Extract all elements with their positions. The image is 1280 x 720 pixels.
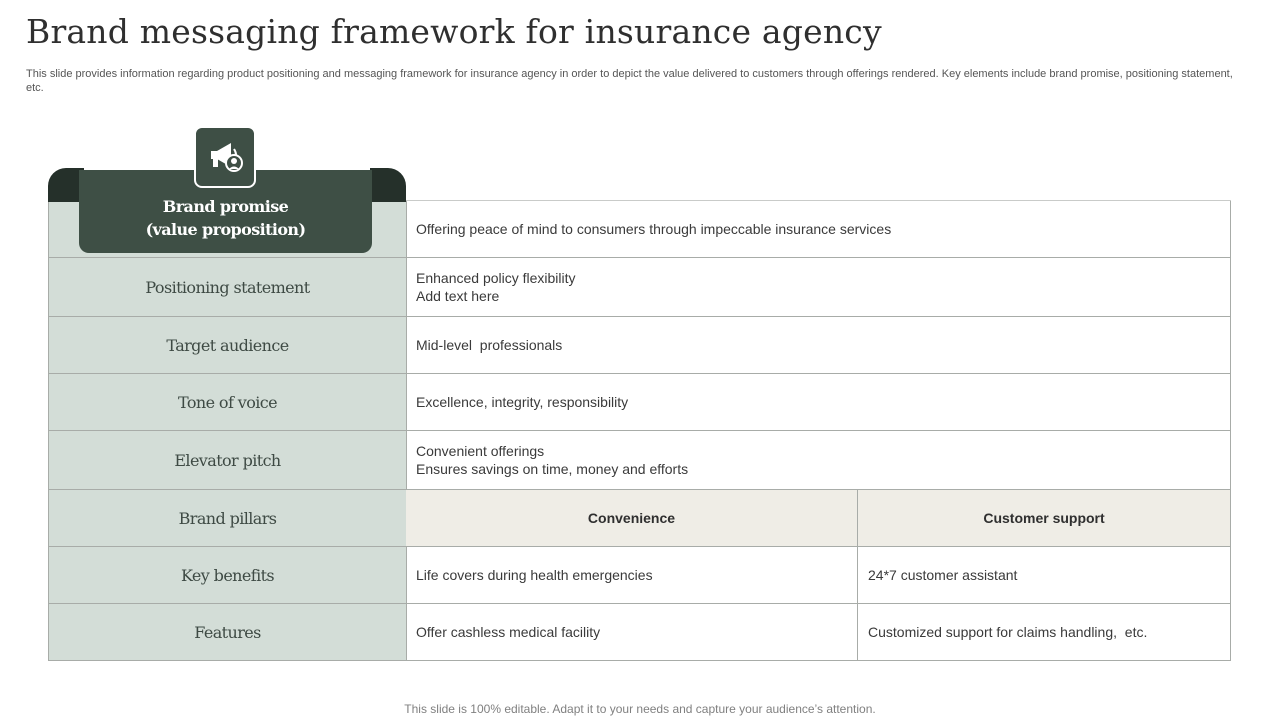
audience-text: Mid-level professionals [416, 337, 563, 353]
row-value-brand-promise [406, 201, 1231, 257]
positioning-line-1: Enhanced policy flexibility [416, 270, 576, 286]
row-label-benefits: Key benefits [48, 547, 407, 603]
row-value-tone [406, 374, 1231, 430]
feature-convenience: Offer cashless medical facility [406, 604, 858, 660]
benefit-support: 24*7 customer assistant [858, 547, 1231, 603]
row-features [48, 604, 1231, 661]
row-pitch [48, 431, 1231, 490]
feature-support: Customized support for claims handling, etc. [858, 604, 1231, 660]
brand-promise-text: Offering peace of mind to consumers through impeccable insurance services [416, 221, 892, 237]
row-pillars [48, 490, 1231, 547]
pitch-line-1: Convenient offerings [416, 443, 545, 459]
slide-subtitle: This slide provides information regarding product positioning and messaging framework for insurance agency in order to depict the value delivered to customers through offerings rendered. Key elements include brand promise, positioning statement, etc. [26, 68, 1233, 94]
pitch-line-2: Ensures savings on time, money and efforts [416, 461, 689, 477]
banner-line-2: (value proposition) [145, 219, 306, 239]
banner-line-1: Brand promise [162, 196, 289, 216]
row-tone [48, 374, 1231, 431]
pillar-customer-support: Customer support [858, 490, 1231, 546]
row-label-pitch: Elevator pitch [48, 431, 407, 489]
row-audience [48, 317, 1231, 374]
tone-text: Excellence, integrity, responsibility [416, 394, 629, 410]
framework-table [48, 200, 1231, 660]
row-value-audience [406, 317, 1231, 373]
megaphone-badge-icon [194, 126, 256, 188]
benefit-convenience: Life covers during health emergencies [406, 547, 858, 603]
row-benefits [48, 547, 1231, 604]
row-label-pillars: Brand pillars [48, 490, 407, 546]
row-value-positioning [406, 258, 1231, 316]
row-label-features: Features [48, 604, 407, 660]
row-positioning [48, 258, 1231, 317]
slide-footer: This slide is 100% editable. Adapt it to your needs and capture your audience’s attention. [404, 702, 876, 716]
row-label-tone: Tone of voice [48, 374, 407, 430]
slide-title: Brand messaging framework for insurance agency [26, 12, 882, 51]
row-label-audience: Target audience [48, 317, 407, 373]
banner-right-roll [370, 168, 406, 202]
row-value-pitch [406, 431, 1231, 489]
positioning-line-2: Add text here [416, 288, 500, 304]
pillar-convenience: Convenience [406, 490, 858, 546]
row-label-positioning: Positioning statement [48, 258, 407, 316]
